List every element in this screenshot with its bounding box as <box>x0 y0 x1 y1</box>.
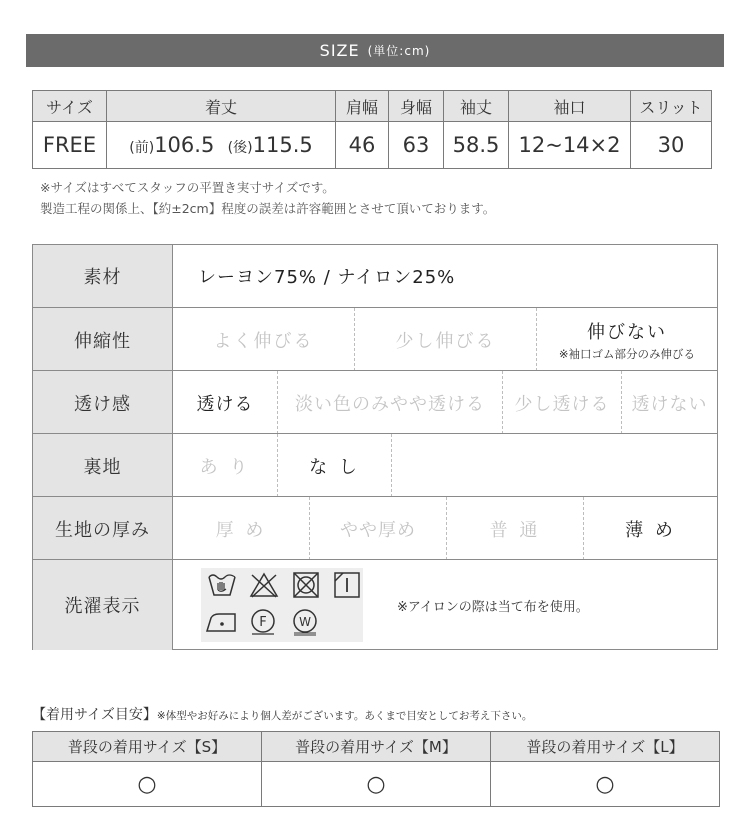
shoulder-value: 46 <box>336 122 389 169</box>
lining-option-1: あ り <box>199 456 251 478</box>
size-unit: (単位:cm) <box>367 44 431 58</box>
size-header <box>26 34 724 67</box>
svg-text:F: F <box>259 615 267 630</box>
laundry-note: ※アイロンの際は当て布を使用。 <box>397 600 589 615</box>
note-line-1: ※サイズはすべてスタッフの平置き実寸サイズです。 <box>40 180 335 195</box>
material-label: 素材 <box>33 245 173 307</box>
row-thickness <box>33 496 717 560</box>
row-material <box>33 245 717 307</box>
length-value <box>107 122 336 169</box>
hand-wash-icon <box>207 572 237 598</box>
slit-value: 30 <box>631 122 712 169</box>
note-line-2: 製造工程の関係上、【約±2cm】程度の誤差は許容範囲とさせて頂いております。 <box>40 201 496 216</box>
size-value: FREE <box>33 122 107 169</box>
size-table <box>32 90 712 169</box>
col-length: 着丈 <box>107 91 336 122</box>
col-body-width: 身幅 <box>389 91 444 122</box>
rec-col-m: 普段の着用サイズ【M】 <box>262 732 491 762</box>
col-sleeve: 袖丈 <box>444 91 509 122</box>
thickness-option-4: 薄 め <box>625 519 676 541</box>
sheer-option-2: 淡い色のみやや透ける <box>295 393 485 415</box>
back-label: (後) <box>227 140 253 156</box>
size-table-header-row <box>33 91 712 122</box>
body-width-value: 63 <box>389 122 444 169</box>
laundry-label: 洗濯表示 <box>33 560 173 650</box>
stretch-option-3 <box>537 308 717 371</box>
thickness-option-2: やや厚め <box>340 519 416 541</box>
recommendation-subtitle: ※体型やお好みにより個人差がございます。あくまで目安としてお考え下さい。 <box>156 710 533 722</box>
col-shoulder: 肩幅 <box>336 91 389 122</box>
dry-clean-f-icon <box>249 608 277 636</box>
sheer-option-4: 透けない <box>631 393 708 415</box>
lining-label: 裏地 <box>33 434 173 497</box>
thickness-option-1: 厚 め <box>215 519 267 541</box>
sleeve-value: 58.5 <box>444 122 509 169</box>
lining-option-2: な し <box>309 456 360 478</box>
stretch-label: 伸縮性 <box>33 308 173 371</box>
recommendation-mark-row <box>33 762 720 807</box>
recommendation-heading: 【着用サイズ目安】 <box>32 707 157 723</box>
col-size: サイズ <box>33 91 107 122</box>
rec-mark-s: ○ <box>33 762 262 807</box>
laundry-content <box>173 560 717 650</box>
material-value: レーヨン75% / ナイロン25% <box>198 267 456 288</box>
recommendation-table <box>32 731 720 807</box>
front-length: 106.5 <box>154 133 215 157</box>
recommendation-title <box>32 704 532 724</box>
col-slit: スリット <box>631 91 712 122</box>
sheer-option-1: 透ける <box>196 393 254 415</box>
recommendation-header-row <box>33 732 720 762</box>
divider <box>391 434 392 497</box>
row-stretch <box>33 307 717 371</box>
rec-mark-l: ○ <box>491 762 720 807</box>
attributes-table <box>32 244 718 650</box>
wet-clean-w-icon <box>291 608 319 636</box>
col-cuff: 袖口 <box>509 91 631 122</box>
iron-low-icon <box>205 610 237 634</box>
laundry-symbols <box>201 568 363 642</box>
svg-text:W: W <box>299 615 311 629</box>
thickness-label: 生地の厚み <box>33 497 173 560</box>
row-laundry <box>33 559 717 650</box>
cuff-value: 12~14×2 <box>509 122 631 169</box>
row-sheer <box>33 370 717 434</box>
line-dry-shade-icon <box>333 572 361 598</box>
size-title: SIZE <box>319 41 360 60</box>
stretch-option-2: 少し伸びる <box>395 330 496 352</box>
front-label: (前) <box>129 140 155 156</box>
thickness-option-3: 普 通 <box>489 519 541 541</box>
no-tumble-dry-icon <box>291 572 321 598</box>
rec-col-s: 普段の着用サイズ【S】 <box>33 732 262 762</box>
sheer-label: 透け感 <box>33 371 173 434</box>
rec-col-l: 普段の着用サイズ【L】 <box>491 732 720 762</box>
back-length: 115.5 <box>252 133 313 157</box>
no-bleach-icon <box>249 572 279 598</box>
row-lining <box>33 433 717 497</box>
stretch-selected-text: 伸びない <box>587 321 667 343</box>
stretch-option-1: よく伸びる <box>213 330 314 352</box>
sheer-option-3: 少し透ける <box>514 393 610 415</box>
stretch-note: ※袖口ゴム部分のみ伸びる <box>558 346 696 361</box>
rec-mark-m: ○ <box>262 762 491 807</box>
size-table-row <box>33 122 712 169</box>
